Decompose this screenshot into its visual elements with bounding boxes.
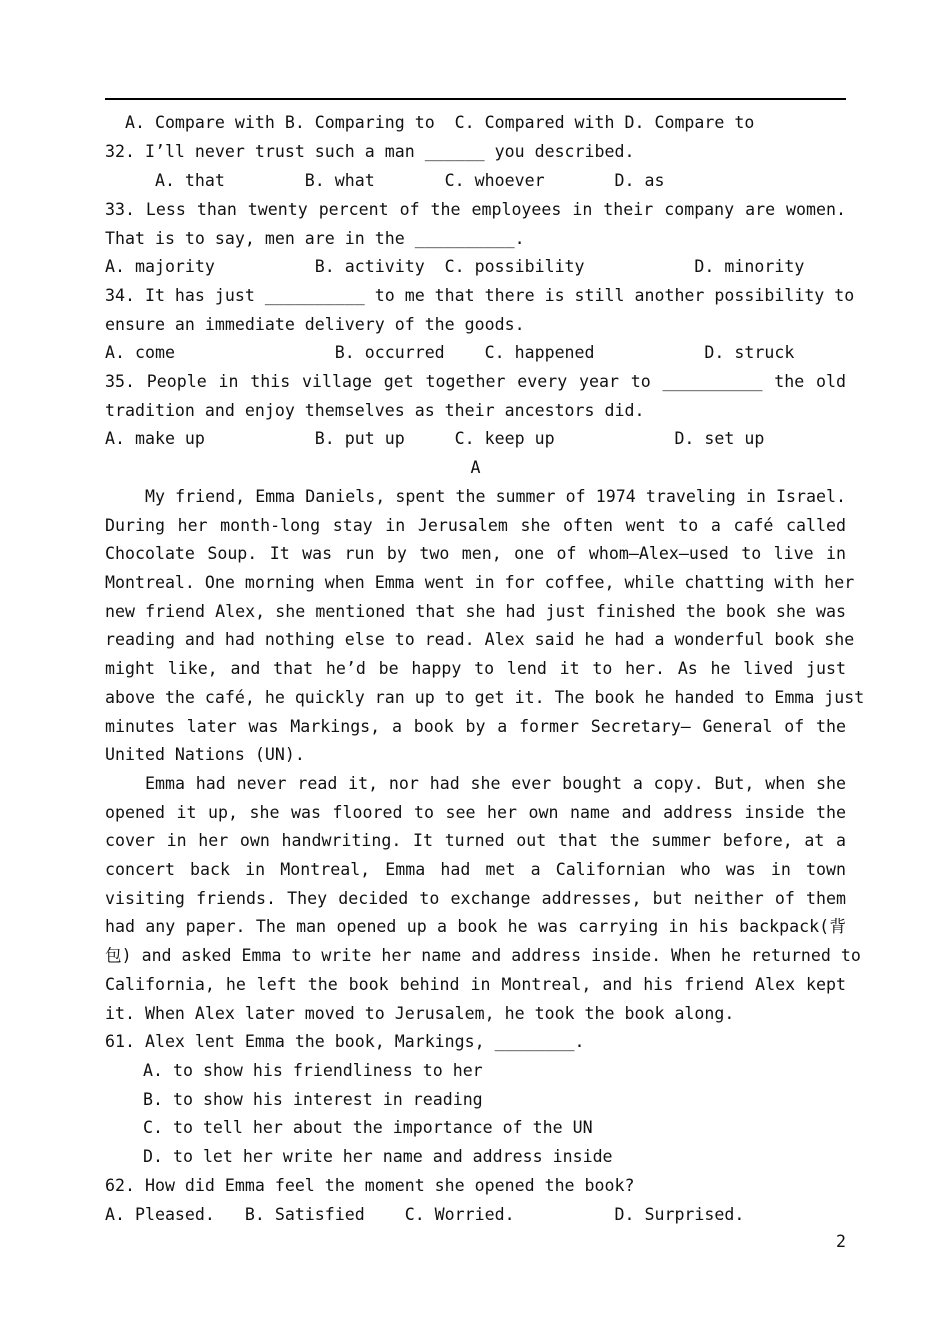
- passage-line: reading and had nothing else to read. Alex said he had a wonderful book she: [105, 630, 855, 649]
- q61-option-d: D. to let her write her name and address inside: [143, 1147, 613, 1166]
- passage-line: new friend Alex, she mentioned that she had just finished the book she was: [105, 602, 846, 621]
- q62-options: A. Pleased. B. Satisfied C. Worried. D. Surprised.: [105, 1205, 745, 1224]
- passage-line: concert back in Montreal, Emma had met a Californian who was in town: [105, 860, 846, 879]
- q34-options: A. come B. occurred C. happened D. struck: [105, 343, 795, 362]
- q35-stem-line1: 35. People in this village get together every year to __________ the old: [105, 372, 846, 391]
- passage-line: minutes later was Markings, a book by a former Secretary— General of the: [105, 717, 846, 736]
- passage-line: opened it up, she was floored to see her own name and address inside the: [105, 803, 846, 822]
- passage-heading: A: [470, 458, 481, 477]
- q33-stem-line2: That is to say, men are in the __________.: [105, 229, 525, 248]
- passage-line: above the café, he quickly ran up to get it. The book he handed to Emma just: [105, 688, 865, 707]
- passage-line: 包) and asked Emma to write her name and address inside. When he returned to: [105, 946, 861, 965]
- q33-options: A. majority B. activity C. possibility D. minority: [105, 257, 805, 276]
- passage-line: it. When Alex later moved to Jerusalem, he took the book along.: [105, 1004, 735, 1023]
- q32-options: A. that B. what C. whoever D. as: [105, 171, 665, 190]
- q31-options: A. Compare with B. Comparing to C. Compared with D. Compare to: [105, 113, 755, 132]
- passage-line: California, he left the book behind in Montreal, and his friend Alex kept: [105, 975, 846, 994]
- passage-line: United Nations (UN).: [105, 745, 305, 764]
- q35-stem-line2: tradition and enjoy themselves as their ancestors did.: [105, 401, 645, 420]
- passage-line: My friend, Emma Daniels, spent the summer of 1974 traveling in Israel.: [145, 487, 846, 506]
- q33-stem-line1: 33. Less than twenty percent of the employees in their company are women.: [105, 200, 846, 219]
- q62-stem: 62. How did Emma feel the moment she opened the book?: [105, 1176, 635, 1195]
- header-rule: [105, 98, 846, 100]
- passage-line: Emma had never read it, nor had she ever bought a copy. But, when she: [145, 774, 846, 793]
- q35-options: A. make up B. put up C. keep up D. set up: [105, 429, 765, 448]
- q61-option-a: A. to show his friendliness to her: [143, 1061, 483, 1080]
- q34-stem-line1: 34. It has just __________ to me that there is still another possibility to: [105, 286, 855, 305]
- passage-line: cover in her own handwriting. It turned out that the summer before, at a: [105, 831, 846, 850]
- q32-stem: 32. I’ll never trust such a man ______ you described.: [105, 142, 635, 161]
- passage-line: Montreal. One morning when Emma went in for coffee, while chatting with her: [105, 573, 855, 592]
- q61-stem: 61. Alex lent Emma the book, Markings, ________.: [105, 1032, 585, 1051]
- passage-line: Chocolate Soup. It was run by two men, one of whom—Alex—used to live in: [105, 544, 846, 563]
- passage-line: visiting friends. They decided to exchange addresses, but neither of them: [105, 889, 846, 908]
- page-number: 2: [836, 1232, 846, 1251]
- passage-line: had any paper. The man opened up a book he was carrying in his backpack(背: [105, 917, 846, 936]
- passage-line: might like, and that he’d be happy to lend it to her. As he lived just: [105, 659, 846, 678]
- q61-option-c: C. to tell her about the importance of the UN: [143, 1118, 593, 1137]
- q34-stem-line2: ensure an immediate delivery of the goods.: [105, 315, 525, 334]
- q61-option-b: B. to show his interest in reading: [143, 1090, 483, 1109]
- passage-line: During her month-long stay in Jerusalem she often went to a café called: [105, 516, 846, 535]
